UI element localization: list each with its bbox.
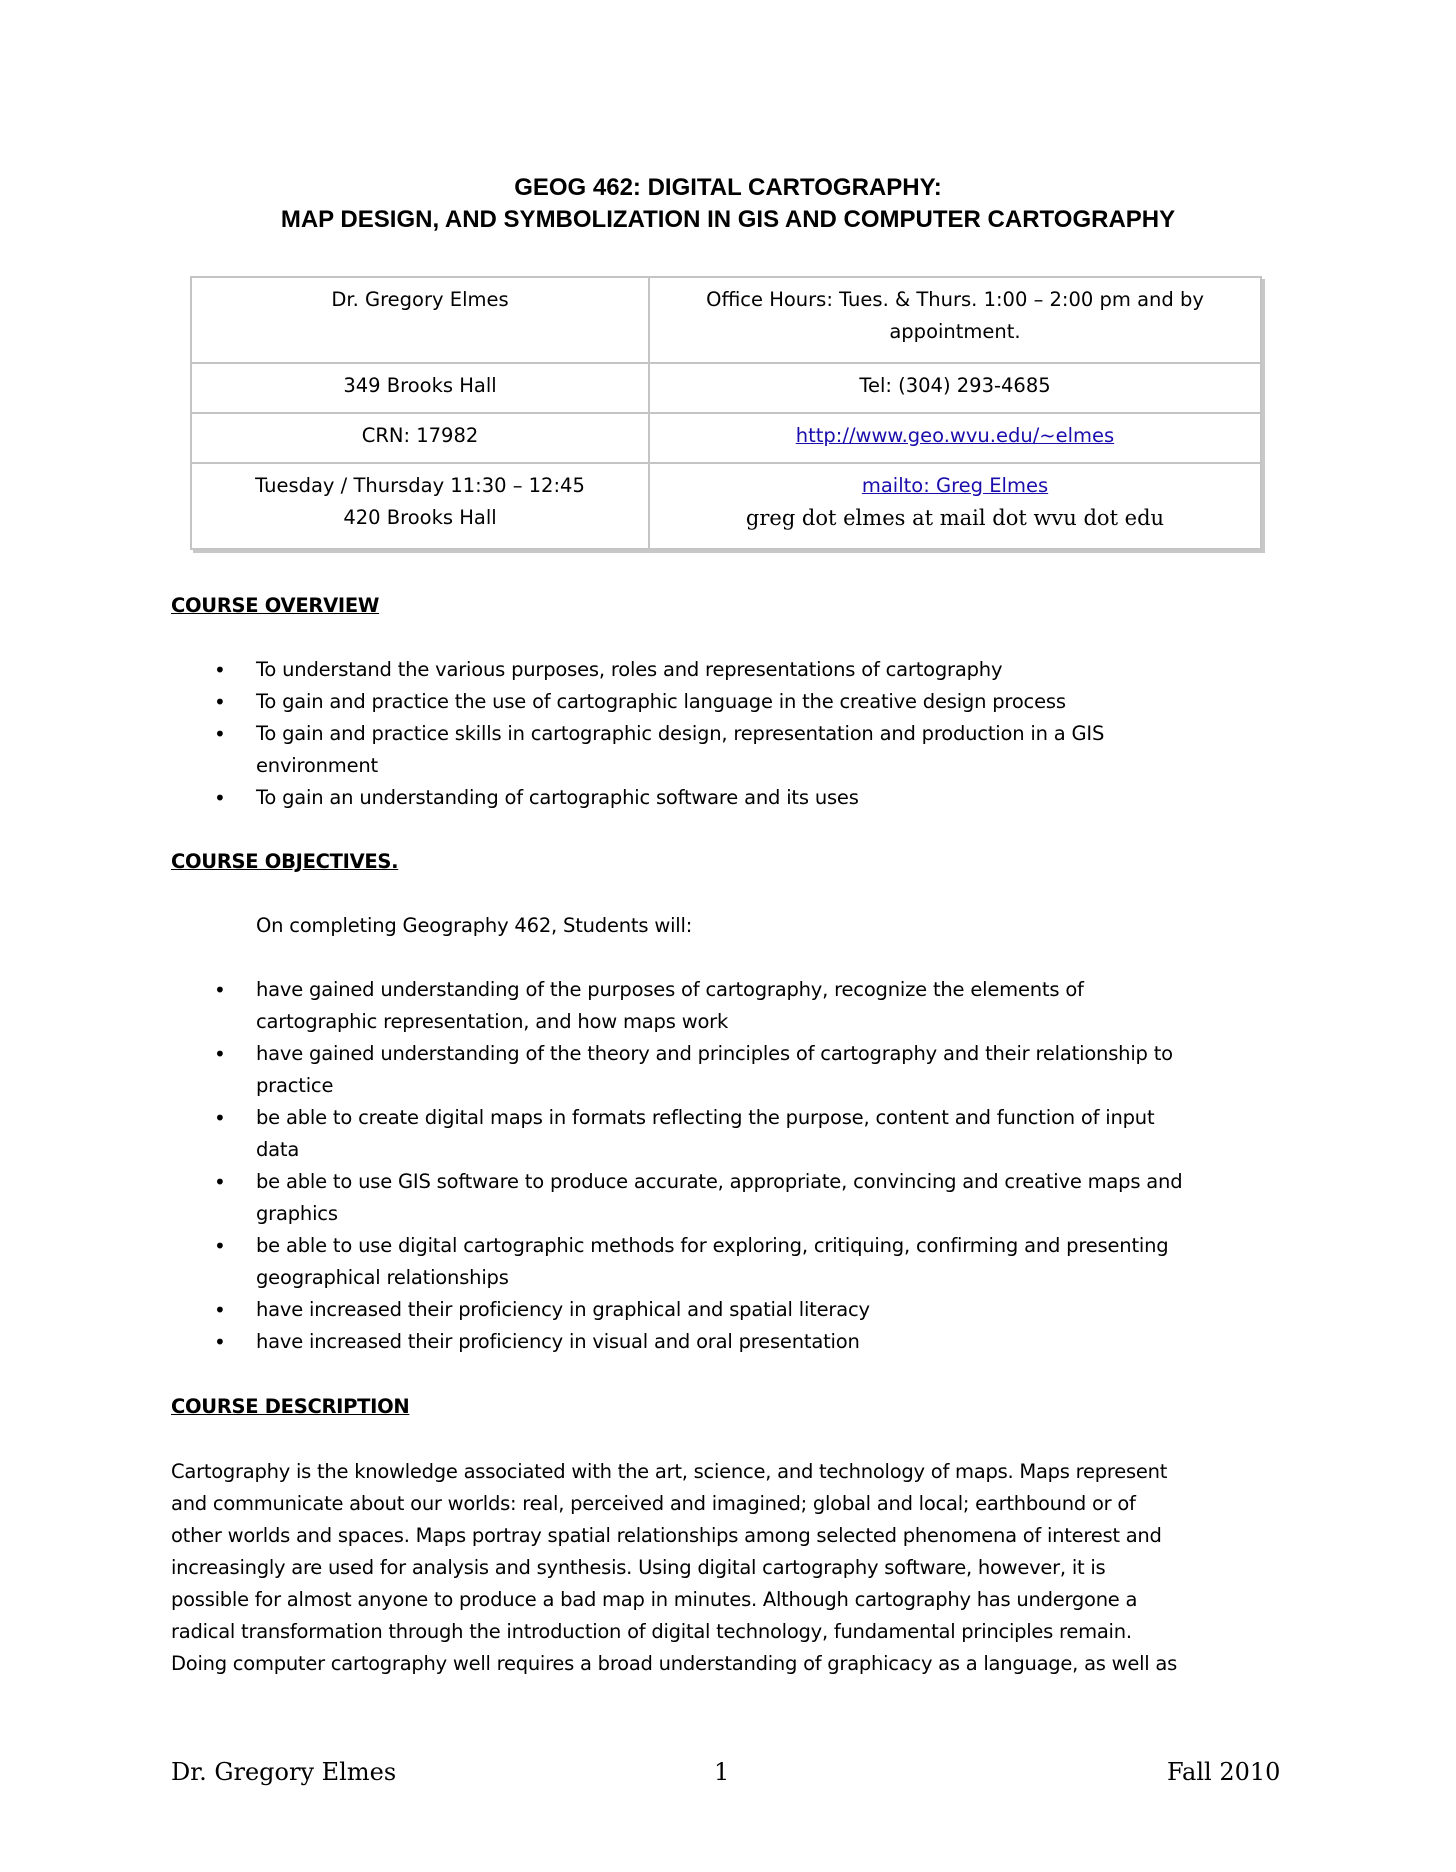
list-item: [214, 1166, 1294, 1230]
list-item-line: be able to use GIS software to produce accurate, appropriate, convincing and creative maps and: [256, 1170, 1183, 1193]
office-cell: 349 Brooks Hall: [191, 363, 649, 413]
crn-cell: CRN: 17982: [191, 413, 649, 463]
table-row: [191, 277, 1261, 363]
objectives-list: [214, 974, 1294, 1358]
list-item-line: practice: [256, 1074, 334, 1097]
list-item-line: have increased their proficiency in visual and oral presentation: [256, 1330, 860, 1353]
list-item-line: environment: [256, 754, 378, 777]
paragraph-line: possible for almost anyone to produce a bad map in minutes. Although cartography has undergone a: [171, 1588, 1138, 1611]
list-item-line: data: [256, 1138, 300, 1161]
paragraph-line: radical transformation through the introduction of digital technology, fundamental principles remain.: [171, 1620, 1132, 1643]
email-text: greg dot elmes at mail dot wvu dot edu: [745, 506, 1165, 530]
description-paragraph: [171, 1456, 1291, 1680]
list-item: [214, 974, 1294, 1038]
table-row: [191, 463, 1261, 549]
overview-list: [214, 654, 1294, 814]
list-item-line: be able to create digital maps in formats reflecting the purpose, content and function of input: [256, 1106, 1155, 1129]
office-hours-cell: [649, 277, 1261, 363]
paragraph-line: increasingly are used for analysis and synthesis. Using digital cartography software, however, it is: [171, 1556, 1106, 1579]
course-title: GEOG 462: DIGITAL CARTOGRAPHY:: [514, 174, 942, 201]
list-item: [214, 1326, 1294, 1358]
paragraph-line: and communicate about our worlds: real, perceived and imagined; global and local; earthbound or of: [171, 1492, 1136, 1515]
list-item: • To understand the various purposes, roles and representations of cartography: [214, 654, 1294, 686]
paragraph-line: Cartography is the knowledge associated with the art, science, and technology of maps. Maps represent: [171, 1460, 1168, 1483]
list-item: • To gain and practice the use of cartographic language in the creative design process: [214, 686, 1294, 718]
overview-heading: COURSE OVERVIEW: [171, 594, 380, 617]
list-item: [214, 1230, 1294, 1294]
email-cell: [649, 463, 1261, 549]
paragraph-line: other worlds and spaces. Maps portray spatial relationships among selected phenomena of interest and: [171, 1524, 1162, 1547]
list-item: [214, 718, 1294, 782]
course-subtitle: MAP DESIGN, AND SYMBOLIZATION IN GIS AND COMPUTER CARTOGRAPHY: [280, 206, 1176, 233]
office-hours-line-2: appointment.: [889, 320, 1021, 343]
objectives-heading: COURSE OBJECTIVES.: [171, 850, 399, 873]
schedule-cell: [191, 463, 649, 549]
objectives-intro: On completing Geography 462, Students will:: [256, 914, 693, 937]
tel-cell: Tel: (304) 293-4685: [649, 363, 1261, 413]
list-item: [214, 1038, 1294, 1102]
schedule-line-1: Tuesday / Thursday 11:30 – 12:45: [255, 474, 585, 497]
mailto-link[interactable]: mailto: Greg Elmes: [861, 474, 1049, 497]
schedule-line-2: 420 Brooks Hall: [343, 506, 497, 529]
office-hours-line-1: Office Hours: Tues. & Thurs. 1:00 – 2:00 pm and by: [706, 288, 1204, 311]
list-item-line: To gain and practice skills in cartographic design, representation and production in a GIS: [256, 722, 1105, 745]
list-item-line: have increased their proficiency in graphical and spatial literacy: [256, 1298, 870, 1321]
list-item-line: have gained understanding of the purposes of cartography, recognize the elements of: [256, 978, 1084, 1001]
website-link[interactable]: http://www.geo.wvu.edu/~elmes: [795, 424, 1115, 447]
list-item-line: graphics: [256, 1202, 338, 1225]
paragraph-line: Doing computer cartography well requires a broad understanding of graphicacy as a language, as well as: [171, 1652, 1177, 1675]
course-info-table: [190, 276, 1262, 550]
list-item: [214, 1294, 1294, 1326]
description-heading: COURSE DESCRIPTION: [171, 1395, 410, 1418]
table-row: [191, 413, 1261, 463]
list-item-line: cartographic representation, and how maps work: [256, 1010, 729, 1033]
list-item: [214, 1102, 1294, 1166]
list-item: • To gain an understanding of cartographic software and its uses: [214, 782, 1294, 814]
instructor-cell: Dr. Gregory Elmes: [191, 277, 649, 363]
list-item-line: geographical relationships: [256, 1266, 509, 1289]
footer-page-number: 1: [714, 1758, 730, 1786]
list-item-line: be able to use digital cartographic methods for exploring, critiquing, confirming and presenting: [256, 1234, 1169, 1257]
table-row: [191, 363, 1261, 413]
footer-term: Fall 2010: [1167, 1758, 1281, 1786]
footer-author: Dr. Gregory Elmes: [171, 1758, 397, 1786]
website-cell: [649, 413, 1261, 463]
list-item-line: have gained understanding of the theory and principles of cartography and their relationship to: [256, 1042, 1173, 1065]
